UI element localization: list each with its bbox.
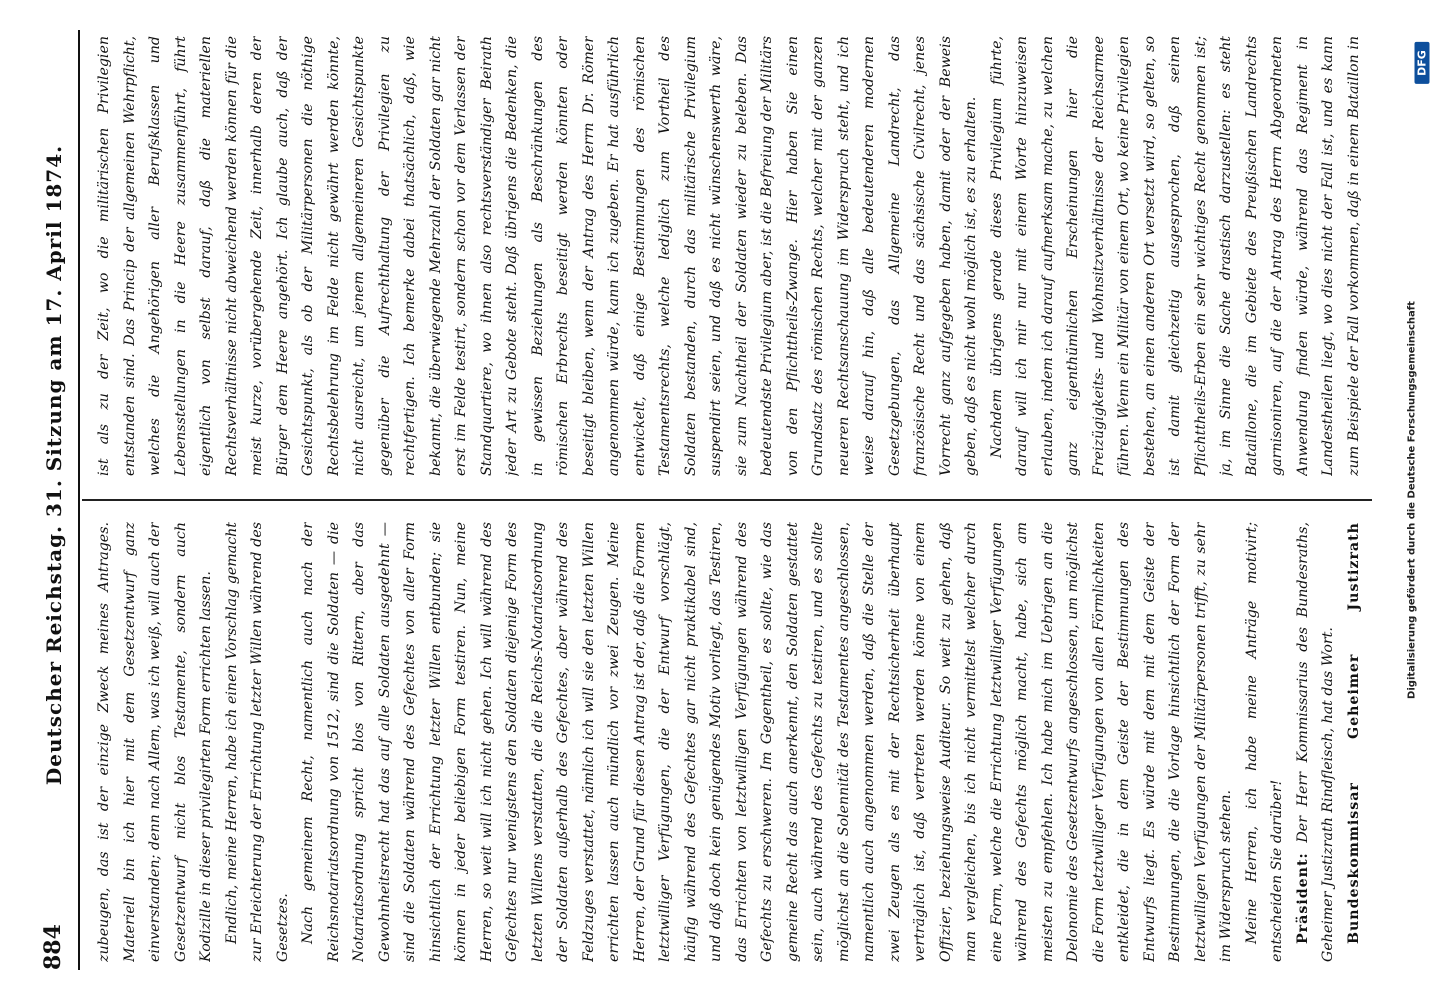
digitization-note-text: Digitalisierung gefördert durch die Deutsche Forschungsgemeinschaft [1406, 301, 1418, 699]
paragraph [985, 36, 1373, 476]
page-header [36, 30, 76, 970]
paragraph-text: ist als zu der Zeit, wo die militärischen Privilegien entstanden sind. Das Princip der allgemeinen Wehrpflicht, welches die Angehörigen aller Berufsklassen und Lebensstellungen in die Heere zusammenführt, führt eigentlich von selbst darauf, daß die materiellen Rechtsverhältnisse nicht abweichend werden können für die meist kurze, vorübergehende Zeit, innerhalb deren der Bürger dem Heere angehört. Ich glaube auch, daß der Gesichtspunkt, als ob der Militärpersonen die nöthige Rechtsbelehrung im Felde nicht gewährt werden könnte, nicht ausreicht, um jenem allgemeineren Gesichtspunkte gegenüber die Aufrechthaltung der Privilegien zu rechtfertigen. Ich bemerke dabei thatsächlich, daß, wie bekannt, die überwiegende Mehrzahl der Soldaten gar nicht erst im Felde testirt, sondern schon vor dem Verlassen der Standquartiere, wo ihnen also rechtsverständiger Beirath jeder Art zu Gebote steht. Daß übrigens die Bedenken, die in gewissen Beziehungen als Beschränkungen des römischen Erbrechts beseitigt werden könnten oder beseitigt bleiben, wenn der Antrag des Herrn Dr. Römer angenommen würde, kann ich zugeben. Er hat ausführlich entwickelt, daß einige Bestimmungen des römischen Testamentsrechts, welche lediglich zum Vortheil des Soldaten bestanden, durch das militärische Privilegium suspendirt seien, und daß es nicht wünschenswerth wäre, sie zum Nachtheil der Soldaten wieder zu beleben. Das bedeutendste Privilegium aber, ist die Befreiung der Militärs von den Pflichttheils-Zwange. Hier haben Sie einen Grundsatz des römischen Rechts, welcher mit der ganzen neueren Rechtsanschauung im Widerspruch steht, und ich weise darauf hin, daß alle bedeutenderen modernen Gesetzgebungen, das Allgemeine Landrecht, das französische Recht und das sächsische Civilrecht, jenes Vorrecht ganz aufgegeben haben, damit oder der Beweis geben, daß es nicht wohl möglich ist, es zu erhalten. [96, 36, 979, 476]
dfg-logo [1414, 34, 1430, 92]
paragraph [92, 522, 220, 962]
dfg-logo-text: DFG [1415, 42, 1430, 84]
paragraph-text: Der Herr Kommissarius des Bundesraths, Geheimer Justizrath Rindfleisch, hat das Wort. [1294, 522, 1336, 962]
paragraph-text: Nach gemeinem Recht, namentlich auch nach der Reichsnotariatsordnung von 1512, sind die Soldaten — die Notariatsordnung spricht blos von Rittern, aber das Gewohnheitsrecht hat das auf alle Soldaten ausgedehnt — sind die Soldaten während des Gefechtes von aller Form hinsichtlich der Errichtung letzter Willen entbunden; sie können in jeder beliebigen Form testiren. Nun, meine Herren, so weit will ich nicht gehen. Ich will während des Gefechtes nur wenigstens den Soldaten diejenige Form des letzten Willens verstatten, die die Reichs-Notariatsordnung der Soldaten außerhalb des Gefechtes, aber während des Feldzuges verstattet, nämlich ich will sie den letzten Willen errichten lassen auch mündlich vor zwei Zeugen. Meine Herren, der Grund für diesen Antrag ist der, daß die Formen letztwilliger Verfügungen, die der Entwurf vorschlägt, häufig während des Gefechtes gar nicht praktikabel sind, und daß doch kein genügendes Motiv vorliegt, das Testiren, das Errichten von letztwilligen Verfügungen während des Gefechts zu erschweren. Im Gegentheil, es sollte, wie das gemeine Recht das auch anerkennt, den Soldaten gestattet sein, auch während des Gefechts zu testiren, und es sollte möglichst an die Solennität des Testamentes angeschlossen, namentlich auch angenommen werden, daß die Stelle der zwei Zeugen als es mit der Rechtsicherheit überhaupt verträglich ist, daß vertreten werden könne von einem Offizier, beziehungsweise Auditeur. So weit zu gehen, daß man vergleichen, bis ich nicht vermittelst welcher durch eine Form, welche die Errichtung letztwilliger Verfügungen während des Gefechts möglich macht, habe, sich am meisten zu empfehlen. Ich habe mich im Uebrigen an die Delonomie des Gesetzentwurfs angeschlossen, um möglichst die Form letztwilliger Verfügungen von allen Förmlichkeiten entkleidet, die in dem Geiste der Bestimmungen des Entwurfs liegt. Es würde mit dem mit dem Geiste der Bestimmungen, die die Vorlage hinsichtlich der Form der letztwilligen Verfügungen der Militärpersonen trifft, zu sehr im Widerspruch stehen. [300, 522, 1234, 962]
column-divider [82, 499, 1372, 501]
speaker-name: Bundeskommissar Geheimer Justizrath [1345, 522, 1362, 944]
header-rule [78, 30, 80, 970]
right-column [92, 36, 1372, 476]
running-head: Deutscher Reichstag. 31. Sitzung am 17. April 1874. [42, 144, 66, 786]
left-column [92, 522, 1372, 962]
paragraph [1291, 522, 1342, 962]
paragraph [1342, 522, 1373, 962]
paragraph [220, 522, 297, 962]
rotated-page-content [36, 30, 1376, 970]
paragraph-text: zubeugen, das ist der einzige Zweck meines Antrages. Materiell bin ich hier mit dem Gesetzentwurf ganz einverstanden; denn nach Allem, was ich weiß, will auch der Gesetzentwurf nicht blos Testamente, sondern auch Kodizille in dieser privilegirten Form errichten lassen. [96, 522, 214, 962]
paragraph [92, 36, 985, 476]
paragraph-text: Endlich, meine Herren, habe ich einen Vorschlag gemacht zur Erleichterung der Errichtung letzter Willen während des Gesetzes. [223, 522, 291, 962]
page-number: 884 [40, 924, 66, 970]
paragraph [296, 522, 1240, 962]
paragraph-text: Meine Herren, ich habe meine Anträge motivirt; entscheiden Sie darüber! [1243, 522, 1285, 962]
speaker-name: Präsident: [1294, 852, 1311, 944]
paragraph [1240, 522, 1291, 962]
paragraph-text: Nachdem übrigens gerade dieses Privilegium führte, darauf will ich mir nur mit einem Worte hinzuweisen erlauben, indem ich darauf aufmerksam mache, zu welchen ganz eigenthümlichen Erscheinungen hier die Freizügigkeits- und Wohnsitzverhältnisse der Reichsarmee führen. Wenn ein Militär von einem Ort, wo keine Privilegien bestehen, an einen anderen Ort versetzt wird, so gelten, so ist damit gleichzeitig ausgesprochen, daß seinen Pflichttheils-Erben ein sehr wichtiges Recht genommen ist; ja, im Sinne die Sache drastisch darzustellen: es steht Bataillone, die im Gebiete des Preußischen Landrechts garnisoniren, auf die der Antrag des Herrn Abgeordneten Anwendung finden würde, während das Regiment in Landestheilen liegt, wo dies nicht der Fall ist, und es kann zum Beispiele der Fall vorkommen, daß in einem Bataillon in [988, 36, 1362, 476]
